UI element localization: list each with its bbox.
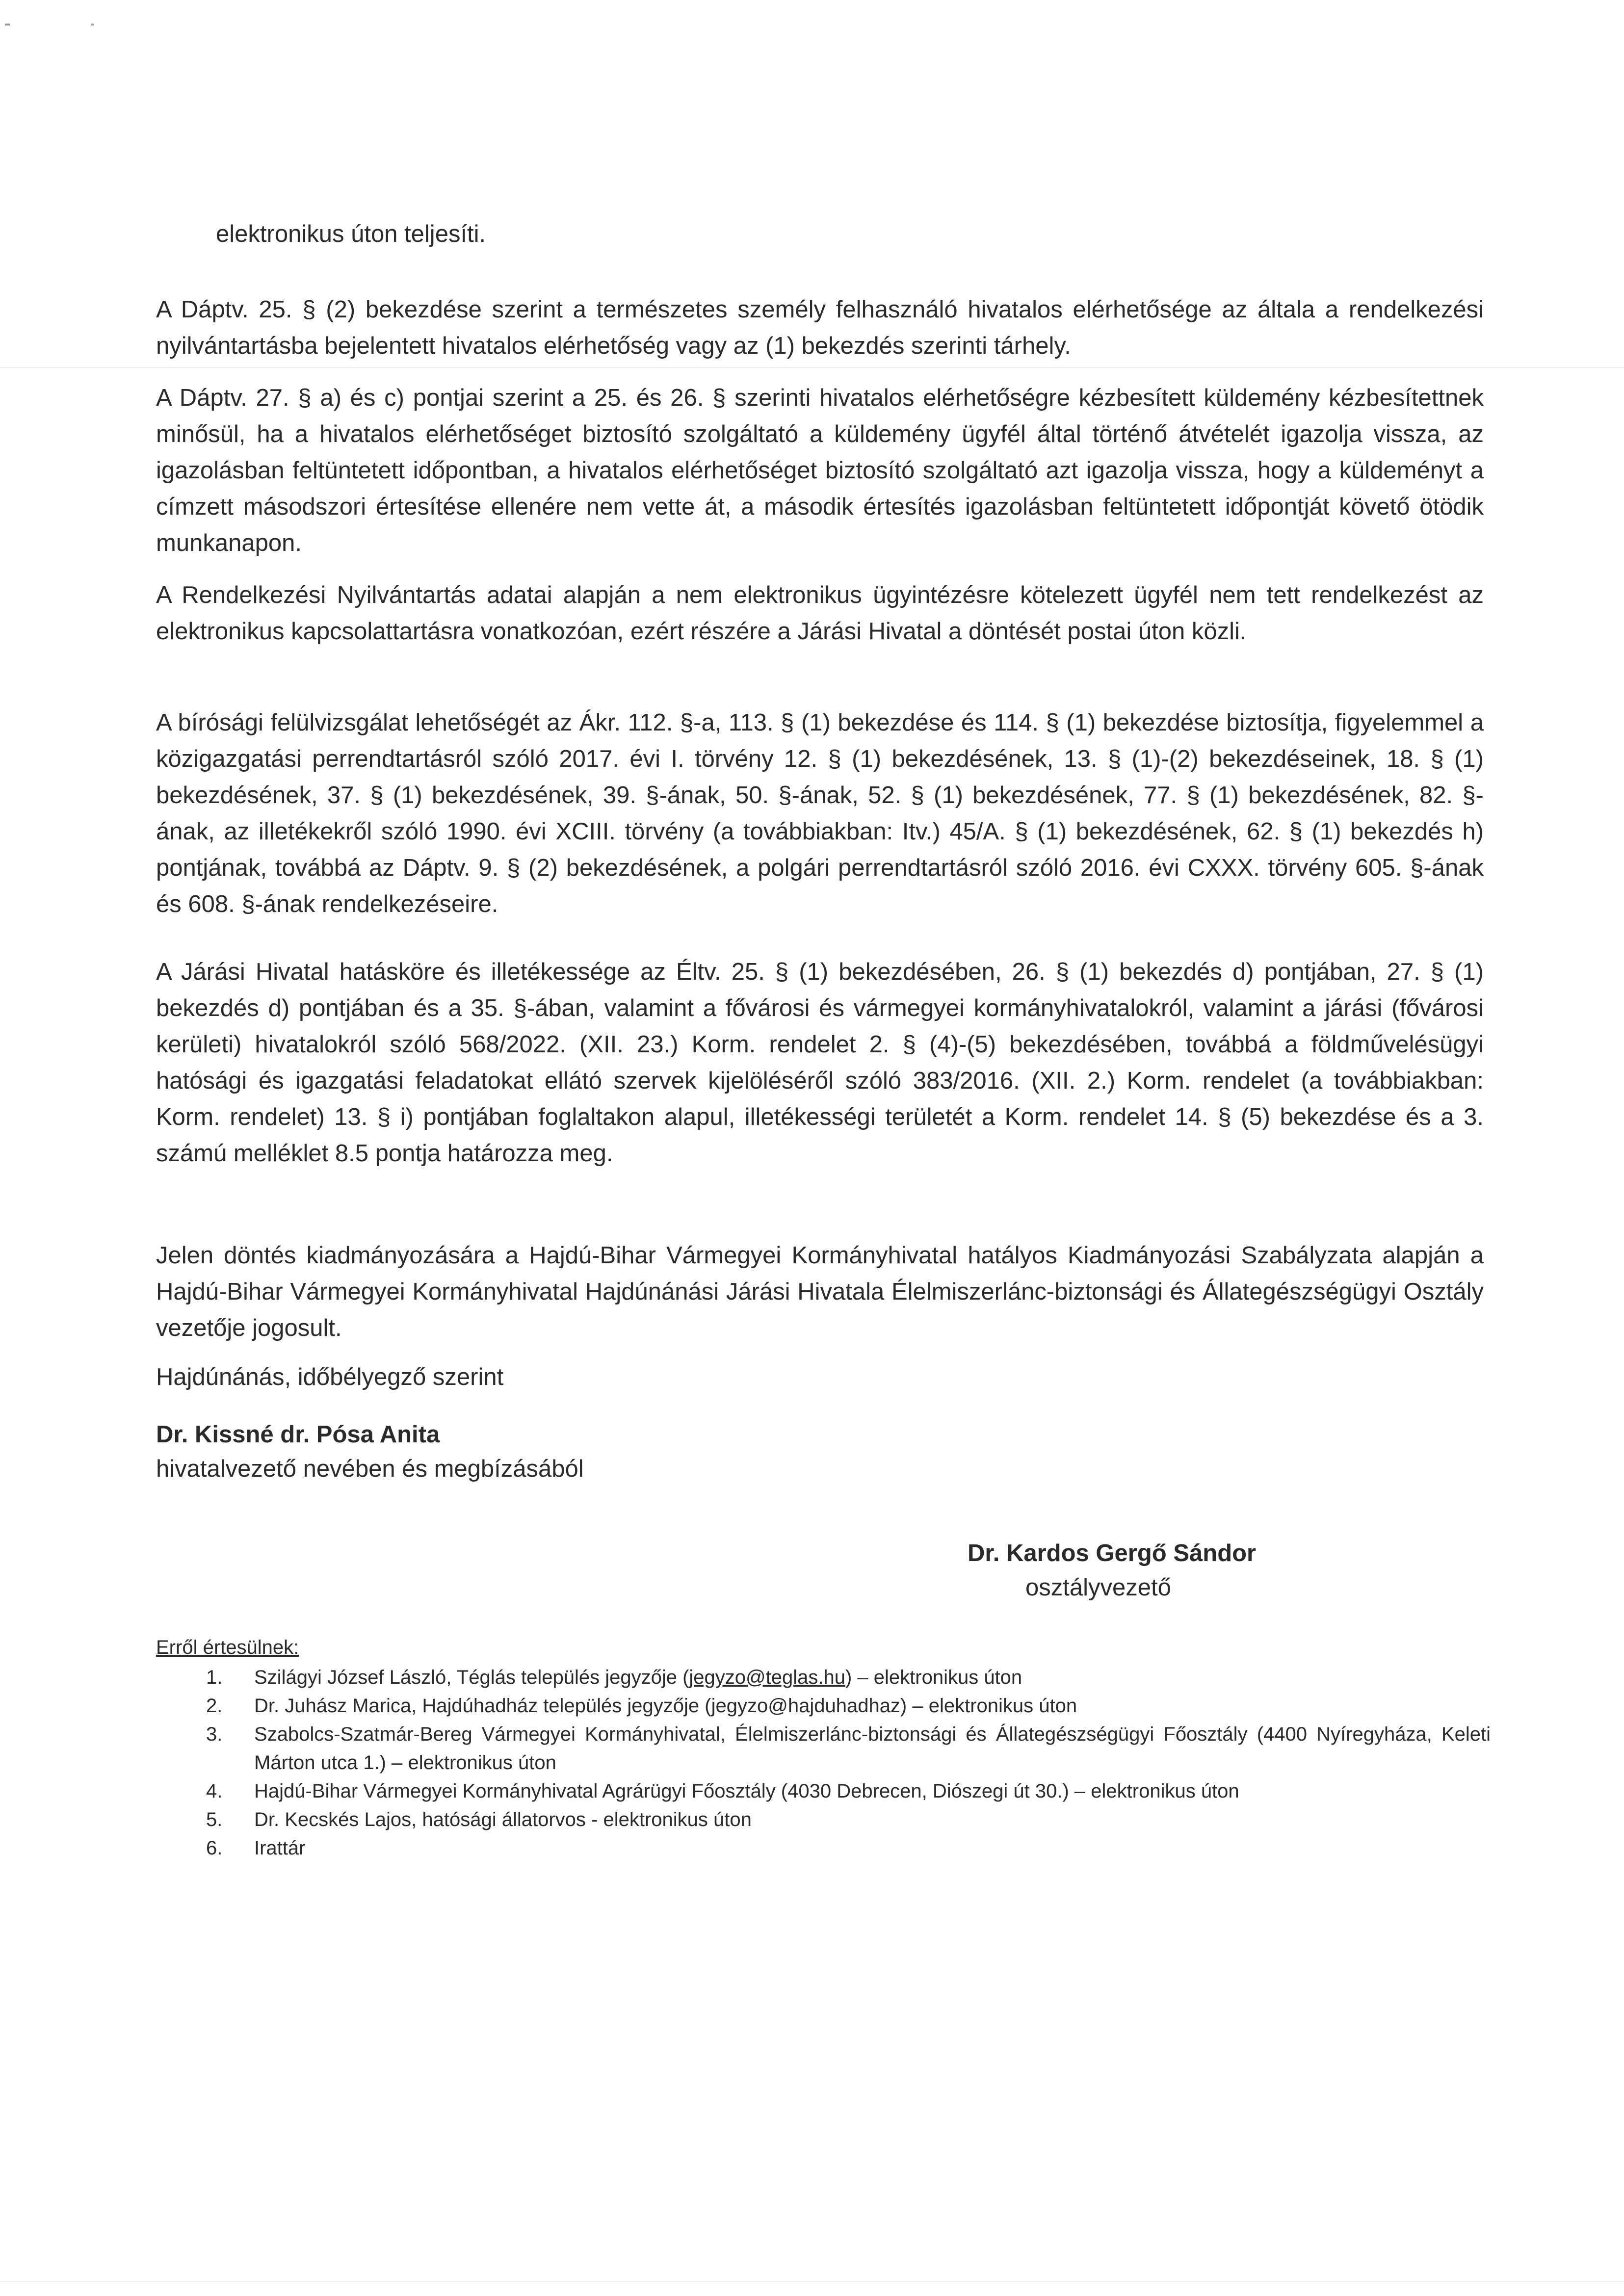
department-head-role: osztályvezető <box>1025 1574 1171 1601</box>
list-item-number: 2. <box>206 1695 223 1717</box>
paragraph-hataskor: A Járási Hivatal hatásköre és illetékessége az Éltv. 25. § (1) bekezdésében, 26. § (1) bekezdés d) pontjában, 27. § (1) bekezdés d) pontjában és a 35. §-ában, valamint a fővárosi és vármegyei kormányhivatalokról, valamint a járási (fővárosi kerületi) hivatalokról szóló 568/2022. (XII. 23.) Korm. rendelet 2. § (4)-(5) bekezdésében, továbbá a földművelésügyi hatósági és igazgatási feladatokat ellátó szervek kijelöléséről szóló 383/2016. (XII. 2.) Korm. rendelet (a továbbiakban: Korm. rendelet) 13. § i) pontjában foglaltakon alapul, illetékességi területét a Korm. rendelet 14. § (5) bekezdése és a 3. számú melléklet 8.5 pontja határozza meg. <box>156 959 1484 1167</box>
scan-artifact <box>91 24 94 26</box>
paragraph-birosagi-felulvizsgalat: A bírósági felülvizsgálat lehetőségét az Ákr. 112. §-a, 113. § (1) bekezdése és 114. § (1) bekezdése biztosítja, figyelemmel a közigazgatási perrendtartásról szóló 2017. évi I. törvény 12. § (1) bekezdésének, 13. § (1)-(2) bekezdéseinek, 18. § (1) bekezdésének, 37. § (1) bekezdésének, 39. §-ának, 50. §-ának, 52. § (1) bekezdésének, 77. § (1) bekezdésének, 82. §-ának, az illetékekről szóló 1990. évi XCIII. törvény (a továbbiakban: Itv.) 45/A. § (1) bekezdésének, 62. § (1) bekezdés h) pontjának, továbbá az Dáptv. 9. § (2) bekezdésének, a polgári perrendtartásról szóló 2016. évi CXXX. törvény 605. §-ának és 608. §-ának rendelkezéseire. <box>156 709 1484 917</box>
paragraph-daptv-27: A Dáptv. 27. § a) és c) pontjai szerint a 25. és 26. § szerinti hivatalos elérhetőségre kézbesített küldemény kézbesítettnek minősül, ha a hivatalos elérhetőséget biztosító szolgáltató a küldemény ügyfél által történő átvételét igazolja vissza, az igazolásban feltüntetett időpontban, a hivatalos elérhetőséget biztosító szolgáltató azt igazolja vissza, hogy a küldeményt a címzett másodszori értesítése ellenére nem vette át, a második értesítés igazolásban feltüntetett időpontját követő ötödik munkanapon. <box>156 385 1484 556</box>
list-item <box>156 1805 1491 1834</box>
list-item <box>156 1834 1491 1862</box>
paragraph-kiadmanyozas: Jelen döntés kiadmányozására a Hajdú-Bihar Vármegyei Kormányhivatal hatályos Kiadmányozási Szabályzata alapján a Hajdú-Bihar Vármegyei Kormányhivatal Hajdúnánási Járási Hivatala Élelmiszerlánc-biztonsági és Állategészségügyi Osztály vezetője jogosult. <box>156 1242 1484 1341</box>
email-link[interactable]: jegyzo@teglas.hu <box>689 1667 845 1688</box>
list-item <box>156 1663 1491 1692</box>
list-item-number: 3. <box>206 1723 223 1745</box>
signer-role: hivatalvezető nevében és megbízásából <box>156 1456 584 1482</box>
list-item-text: Szabolcs-Szatmár-Bereg Vármegyei Kormányhivatal, Élelmiszerlánc-biztonsági és Állategészségügyi Főosztály (4400 Nyíregyháza, Keleti Márton utca 1.) – elektronikus úton <box>254 1723 1491 1774</box>
place-and-date: Hajdúnánás, időbélyegző szerint <box>156 1364 504 1390</box>
list-item-text: Dr. Kecskés Lajos, hatósági állatorvos - elektronikus úton <box>254 1809 752 1830</box>
list-item-text: Dr. Juhász Marica, Hajdúhadház település jegyzője (jegyzo@hajduhadhaz) – elektronikus úton <box>254 1695 1077 1717</box>
list-item-number: 4. <box>206 1780 223 1802</box>
scan-line <box>0 2281 1624 2282</box>
paragraph-daptv-25: A Dáptv. 25. § (2) bekezdése szerint a természetes személy felhasználó hivatalos elérhetősége az általa a rendelkezési nyilvántartásba bejelentett hivatalos elérhetőség vagy az (1) bekezdés szerinti tárhely. <box>156 296 1484 359</box>
scan-artifact <box>5 24 10 26</box>
scan-line <box>0 367 1624 368</box>
list-item <box>156 1720 1491 1777</box>
list-item-number: 1. <box>206 1667 223 1688</box>
list-item <box>156 1692 1491 1720</box>
list-item-text: Irattár <box>254 1837 306 1859</box>
list-item <box>156 1777 1491 1805</box>
list-item-number: 6. <box>206 1837 223 1859</box>
paragraph-rendelkezesi-nyilvantartas: A Rendelkezési Nyilvántartás adatai alapján a nem elektronikus ügyintézésre kötelezett ügyfél nem tett rendelkezést az elektronikus kapcsolattartásra vonatkozóan, ezért részére a Járási Hivatal a döntését postai úton közli. <box>156 582 1484 645</box>
list-item-number: 5. <box>206 1809 223 1830</box>
list-item-text: Szilágyi József László, Téglás település jegyzője ( <box>254 1667 689 1688</box>
continuation-text: elektronikus úton teljesíti. <box>216 221 486 247</box>
signer-name: Dr. Kissné dr. Pósa Anita <box>156 1421 440 1448</box>
notify-heading: Erről értesülnek: <box>156 1637 299 1658</box>
list-item-text: ) – elektronikus úton <box>845 1667 1022 1688</box>
notify-list <box>156 1663 1491 1862</box>
list-item-text: Hajdú-Bihar Vármegyei Kormányhivatal Agrárügyi Főosztály (4030 Debrecen, Diószegi út 30.) – elektronikus úton <box>254 1780 1239 1802</box>
department-head-name: Dr. Kardos Gergő Sándor <box>968 1540 1257 1566</box>
